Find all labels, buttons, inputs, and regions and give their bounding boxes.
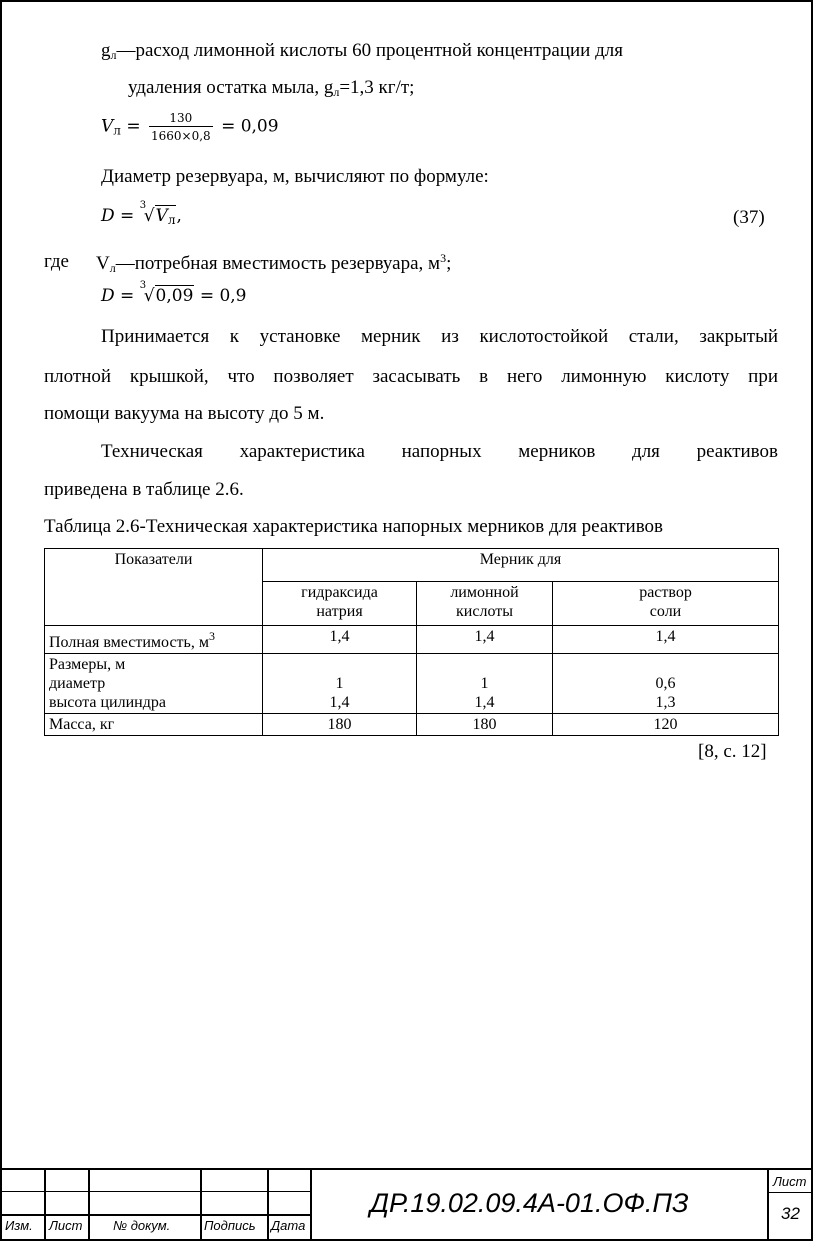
formula-d: D = 3 $√V_л$, — [101, 200, 182, 227]
vl-definition: $V_л—потребная$ вместимость резервуара, $м^3$; — [96, 251, 452, 275]
table-cell: 180 — [417, 714, 553, 736]
header-indicators: Показатели — [45, 549, 263, 626]
fraction: $\frac{130}{1660\times 0,8}$ — [150, 111, 211, 143]
table-header-row — [45, 549, 779, 582]
table-cell: 1,4 — [263, 626, 417, 654]
paragraph-2-line-1: Техническая характеристика напорных мерников для реактивов — [101, 441, 778, 462]
label-izm: Изм. — [5, 1218, 33, 1233]
label-sheet: Лист — [773, 1174, 807, 1189]
table-cell: 0,6 1,3 — [553, 654, 779, 714]
row-label: Размеры, м диаметр высота цилиндра — [45, 654, 263, 714]
table-row — [45, 714, 779, 736]
paragraph-2-line-2: приведена в таблице 2.6. — [44, 479, 244, 500]
title-block-top-border — [0, 1168, 813, 1170]
label-doc-number: № докум. — [113, 1218, 171, 1233]
row-label: Масса, кг — [45, 714, 263, 736]
reagent-measurer-table — [44, 548, 779, 736]
formula-d-numeric: D = 3 √0,09 = 0,9 — [101, 280, 247, 306]
table-cell: 1 1,4 — [263, 654, 417, 714]
label-signature: Подпись — [204, 1218, 256, 1233]
title-block-rule — [0, 1214, 310, 1216]
paragraph-1-line-3: помощи вакуума на высоту до 5 м. — [44, 403, 325, 424]
diameter-intro: Диаметр резервуара, м, вычисляют по формуле: — [101, 166, 489, 187]
cube-root: 3 √0,09 — [139, 280, 194, 306]
title-block-divider — [44, 1168, 46, 1241]
gl-definition-line-2: удаления остатка мыла, $g_л=1,3$ кг/т; — [128, 77, 415, 99]
paragraph-1-line-2: плотной крышкой, что позволяет засасывать в него лимонную кислоту при — [44, 366, 778, 387]
row-label: Полная вместимость, $м^3$ — [45, 626, 263, 654]
title-block-divider — [88, 1168, 90, 1241]
table-row — [45, 654, 779, 714]
label-date: Дата — [271, 1218, 306, 1233]
table-cell: 1 1,4 — [417, 654, 553, 714]
gl-definition-line-1: $g_л—расход$ лимонной кислоты 60 процентной концентрации для — [101, 40, 623, 62]
header-group: Мерник для — [263, 549, 779, 582]
source-reference: [8, с. 12] — [698, 741, 767, 762]
formula-vl: $V_л$ = $\frac{130}{1660\times 0,8}$ = 0,09 — [101, 111, 279, 143]
table-cell: 120 — [553, 714, 779, 736]
table-cell: 1,4 — [553, 626, 779, 654]
table-row — [45, 626, 779, 654]
title-block-divider — [267, 1168, 269, 1241]
title-block-divider — [310, 1168, 312, 1241]
label-list: Лист — [49, 1218, 83, 1233]
page-number: 32 — [781, 1204, 800, 1223]
title-block-divider — [767, 1168, 769, 1241]
header-col-3: раствор соли — [553, 582, 779, 626]
table-cell: 1,4 — [417, 626, 553, 654]
document-code: ДР.19.02.09.4А-01.ОФ.ПЗ — [370, 1188, 689, 1218]
header-col-1: гидраксида натрия — [263, 582, 417, 626]
paragraph-1-line-1: Принимается к установке мерник из кислотостойкой стали, закрытый — [101, 326, 778, 347]
title-block — [0, 1168, 813, 1241]
formula-number: (37) — [733, 207, 765, 228]
title-block-rule — [768, 1192, 813, 1193]
title-block-divider — [200, 1168, 202, 1241]
table-cell: 180 — [263, 714, 417, 736]
cube-root: 3 $√V_л$ — [139, 200, 176, 227]
header-col-2: лимонной кислоты — [417, 582, 553, 626]
title-block-rule — [0, 1191, 310, 1192]
table-caption: Таблица 2.6-Техническая характеристика напорных мерников для реактивов — [44, 516, 664, 537]
where-label: где — [44, 251, 69, 272]
